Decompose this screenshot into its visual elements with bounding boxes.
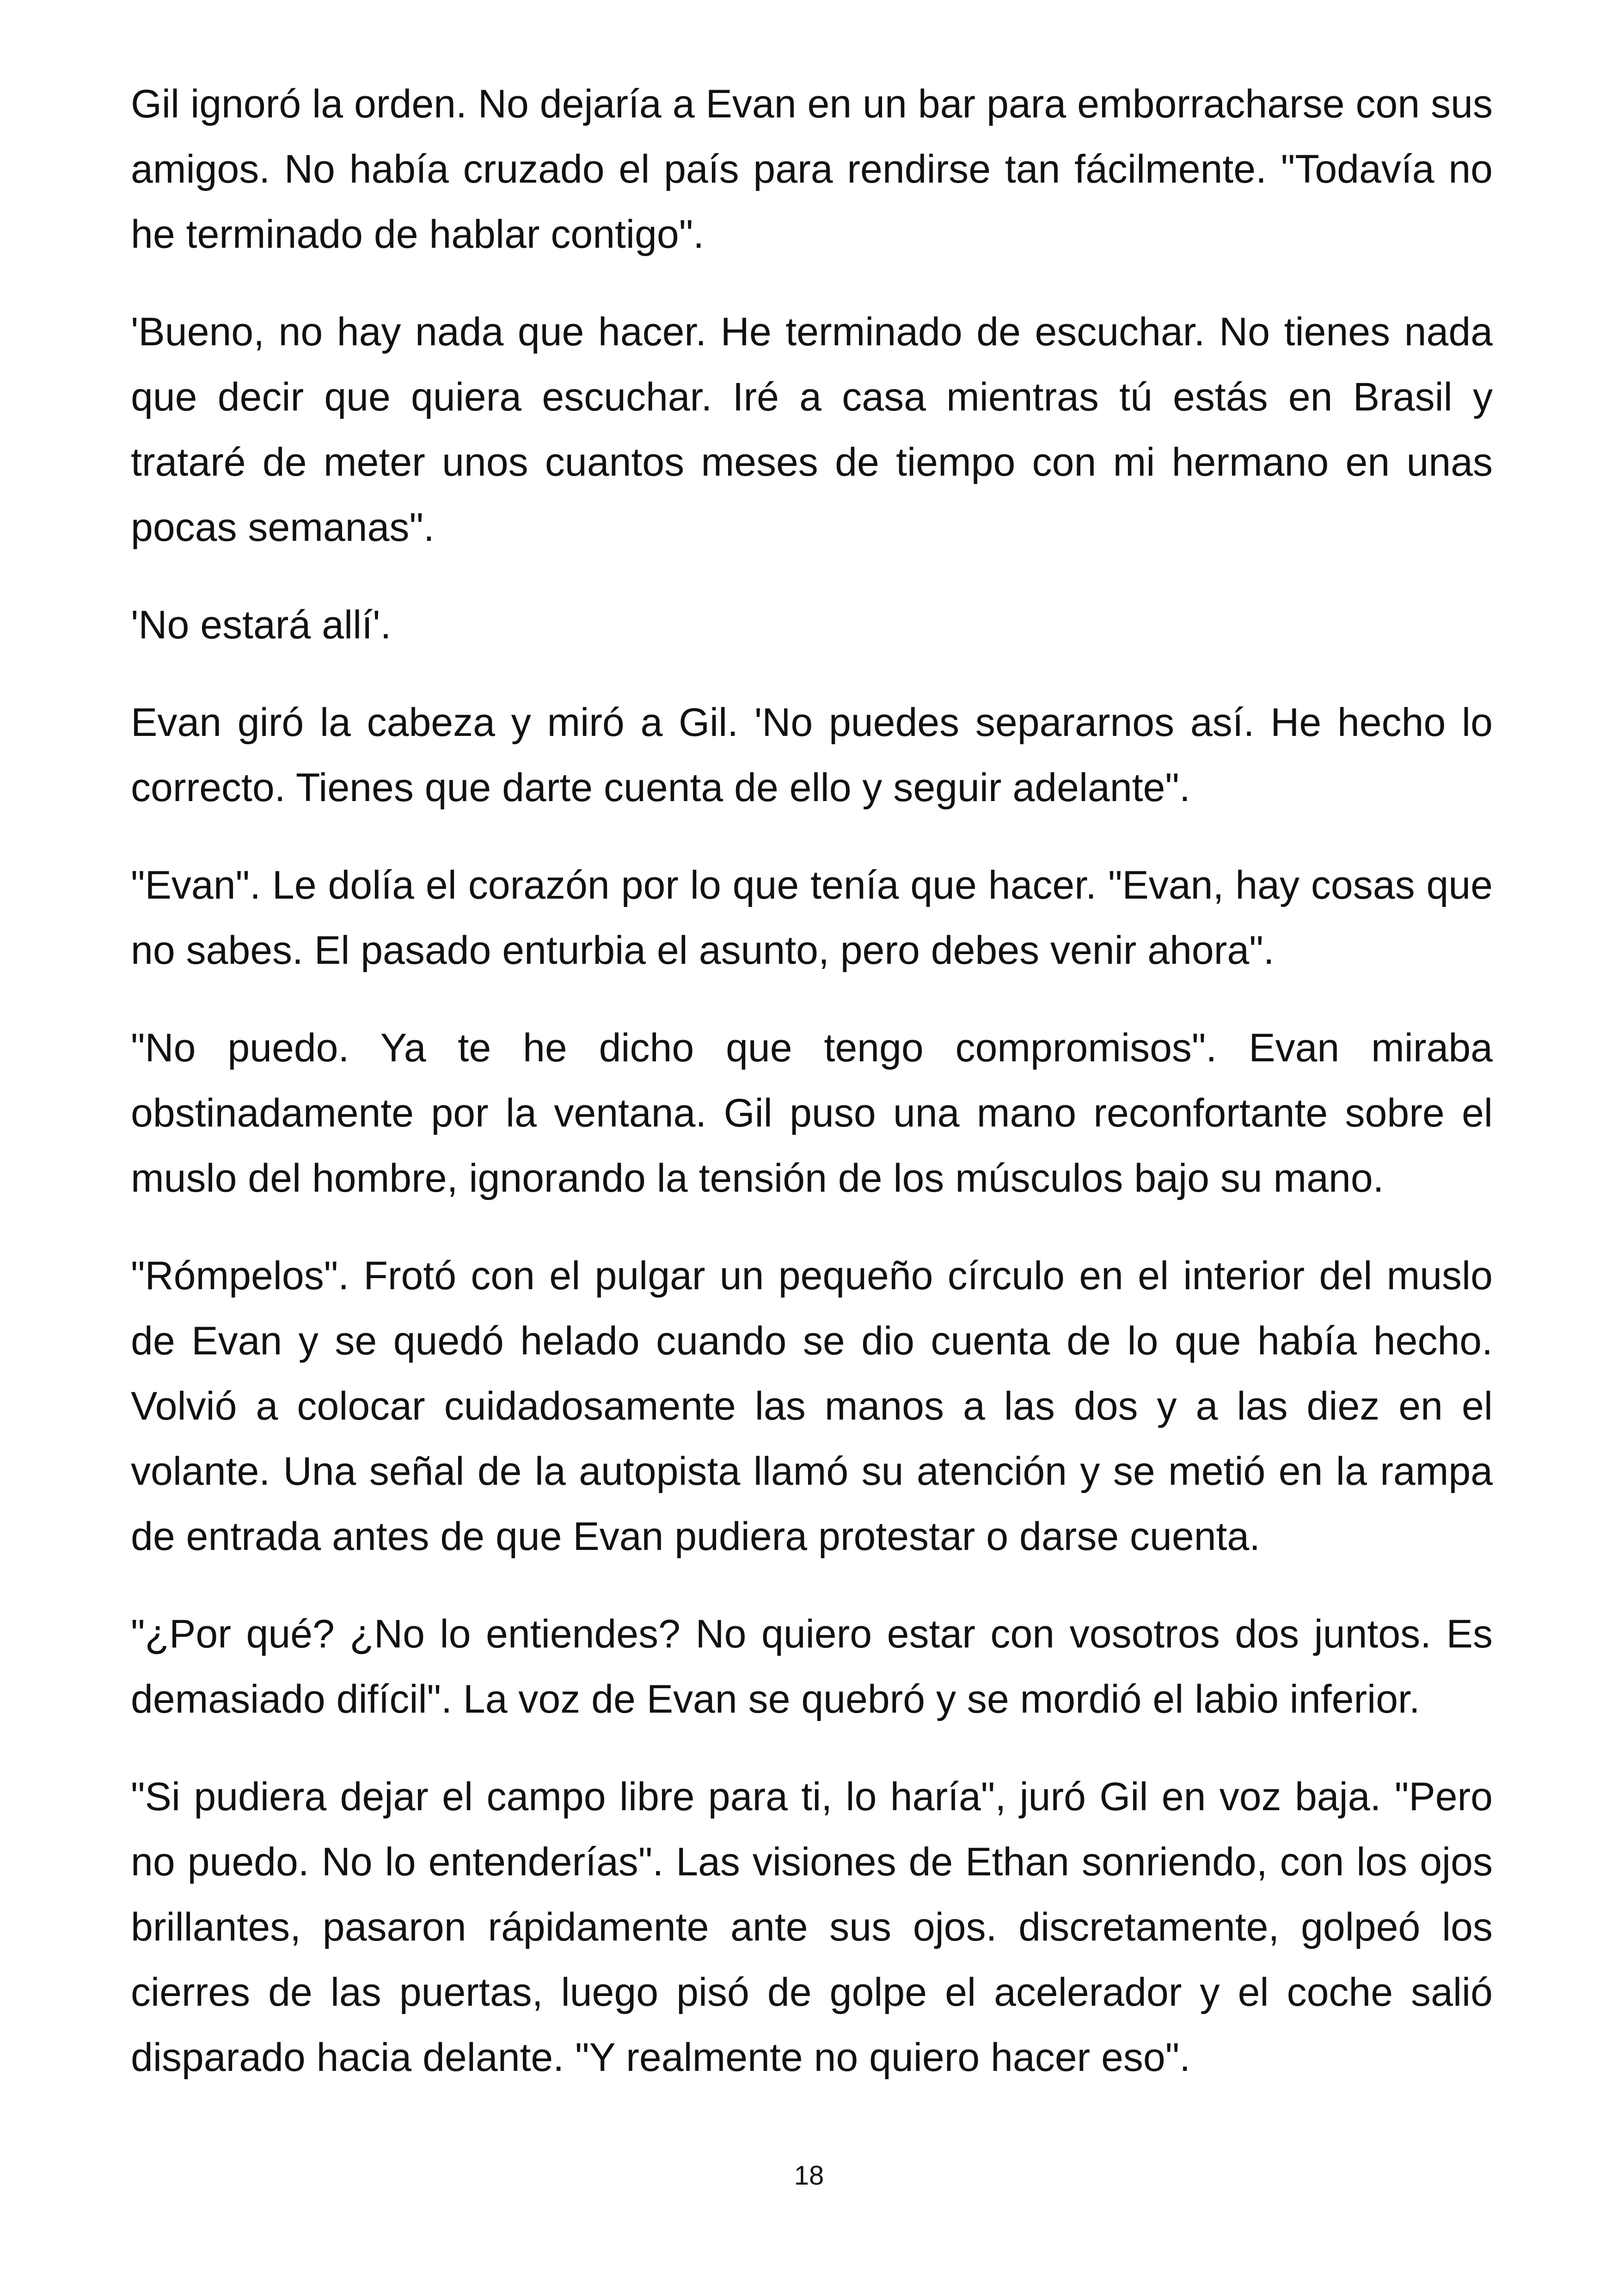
- body-text: [131, 72, 1493, 2123]
- paragraph: "¿Por qué? ¿No lo entiendes? No quiero estar con vosotros dos juntos. Es demasiado difícil". La voz de Evan se quebró y se mordió el labio inferior.: [131, 1612, 1493, 1721]
- paragraph: 'No estará allí'.: [131, 603, 392, 647]
- paragraph: "Rómpelos". Frotó con el pulgar un pequeño círculo en el interior del muslo de Evan y se quedó helado cuando se dio cuenta de lo que había hecho. Volvió a colocar cuidadosamente las manos a las dos y a las diez en el volante. Una señal de la autopista llamó su atención y se metió en la rampa de entrada antes de que Evan pudiera protestar o darse cuenta.: [131, 1254, 1493, 1559]
- page-number: 18: [794, 2161, 824, 2191]
- paragraph: Evan giró la cabeza y miró a Gil. 'No puedes separarnos así. He hecho lo correcto. Tienes que darte cuenta de ello y seguir adelante".: [131, 700, 1493, 810]
- paragraph: 'Bueno, no hay nada que hacer. He terminado de escuchar. No tienes nada que decir que quiera escuchar. Iré a casa mientras tú estás en Brasil y trataré de meter unos cuantos meses de tiempo con mi hermano en unas pocas semanas".: [131, 310, 1493, 550]
- paragraph: "Evan". Le dolía el corazón por lo que tenía que hacer. "Evan, hay cosas que no sabes. El pasado enturbia el asunto, pero debes venir ahora".: [131, 863, 1493, 973]
- paragraph: "No puedo. Ya te he dicho que tengo compromisos". Evan miraba obstinadamente por la ventana. Gil puso una mano reconfortante sobre el muslo del hombre, ignorando la tensión de los músculos bajo su mano.: [131, 1026, 1493, 1200]
- paragraph: "Si pudiera dejar el campo libre para ti, lo haría", juró Gil en voz baja. "Pero no puedo. No lo entenderías". Las visiones de Ethan sonriendo, con los ojos brillantes, pasaron rápidamente ante sus ojos. discretamente, golpeó los cierres de las puertas, luego pisó de golpe el acelerador y el coche salió disparado hacia delante. "Y realmente no quiero hacer eso".: [131, 1775, 1493, 2080]
- paragraph: Gil ignoró la orden. No dejaría a Evan en un bar para emborracharse con sus amigos. No había cruzado el país para rendirse tan fácilmente. "Todavía no he terminado de hablar contigo".: [131, 82, 1493, 257]
